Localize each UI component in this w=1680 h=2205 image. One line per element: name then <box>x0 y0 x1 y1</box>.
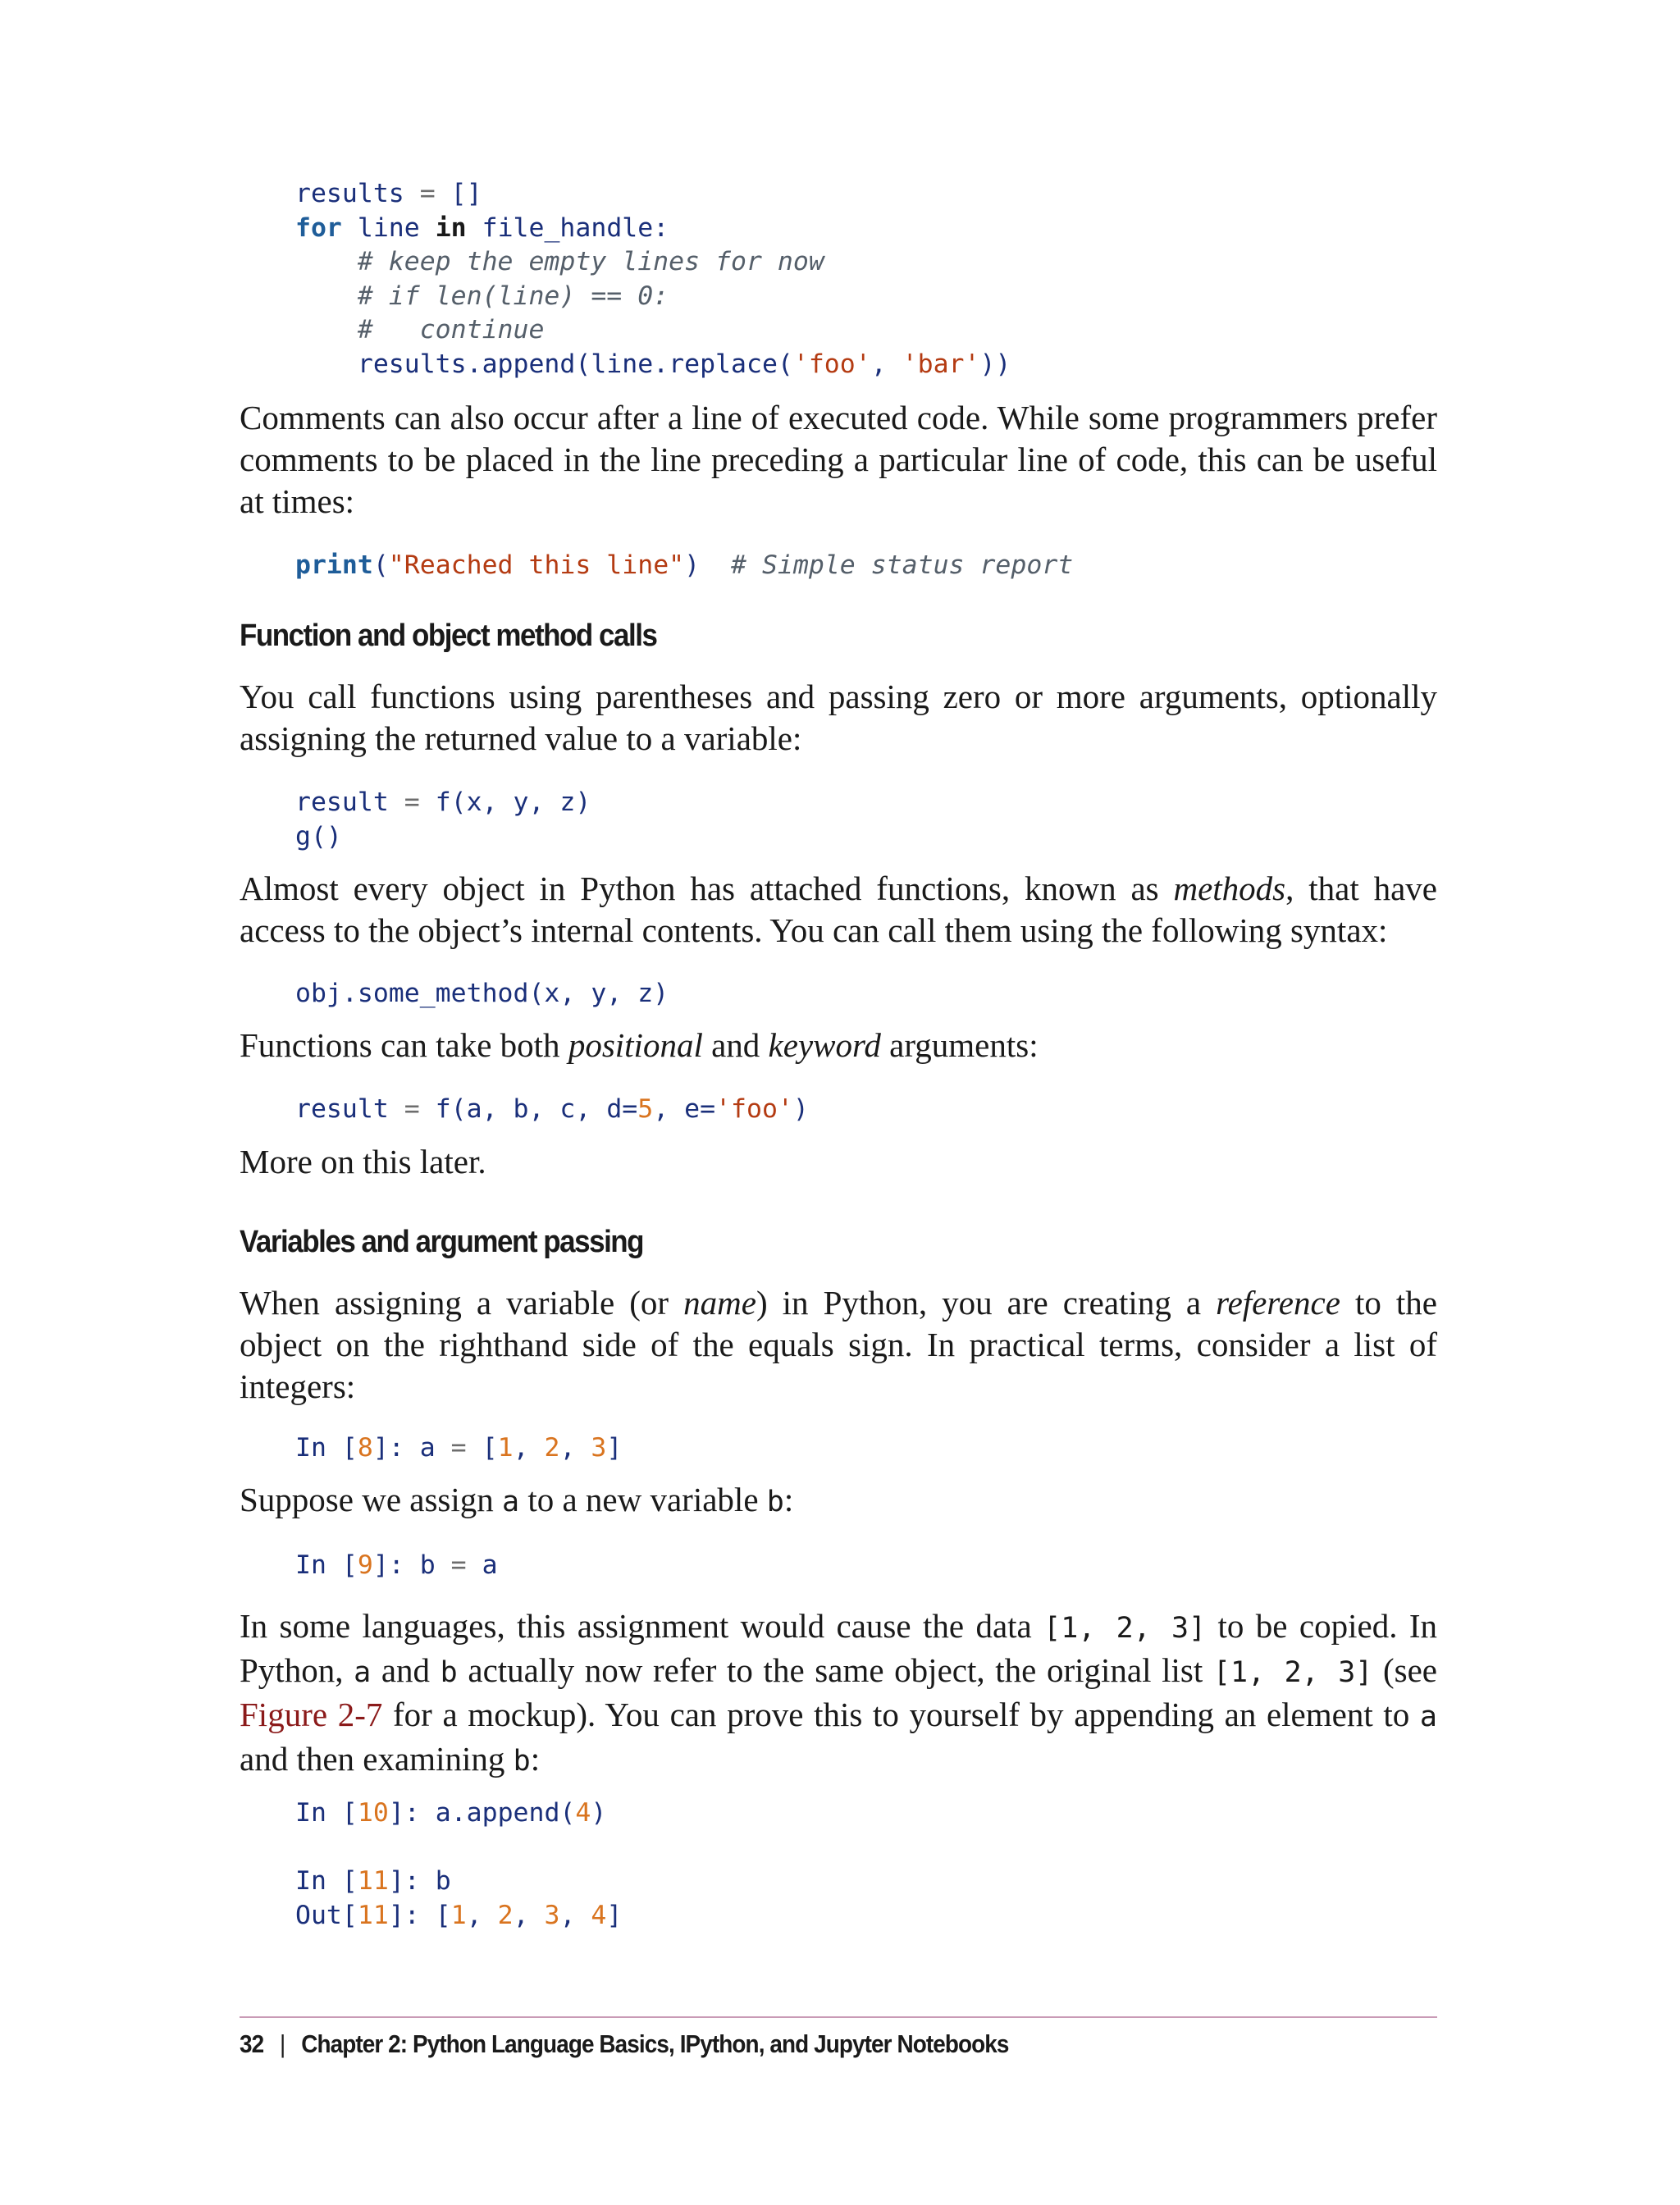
paragraph-same-object <box>240 1605 1437 1783</box>
emphasis-reference: reference <box>1216 1284 1340 1322</box>
code-comment: # if len(line) == 0: <box>357 281 669 311</box>
code-token: ] <box>606 1433 623 1463</box>
prompt-in: In <box>295 1866 326 1896</box>
code-number: 2 <box>544 1433 560 1463</box>
code-string: 'foo' <box>715 1094 793 1124</box>
code-token: [ <box>326 1550 358 1580</box>
code-token: = <box>404 179 451 208</box>
footer-separator: | <box>280 2029 285 2058</box>
emphasis-name: name <box>683 1284 756 1322</box>
code-token: result <box>295 1094 389 1124</box>
paragraph-comments: Comments can also occur after a line of executed code. While some programmers prefer comments to be placed in the line preceding a particular line of code, this can be useful at times: <box>240 399 1437 520</box>
figure-link[interactable]: Figure 2-7 <box>240 1696 383 1733</box>
code-token: a <box>482 1550 498 1580</box>
page-footer <box>240 2029 1009 2059</box>
code-token: f(a, b, c, d= <box>435 1094 638 1124</box>
code-string: 'bar' <box>902 349 980 379</box>
footer-divider <box>240 2016 1437 2018</box>
prompt-in: In <box>295 1798 326 1828</box>
code-token: [ <box>341 1900 358 1930</box>
code-comment: # Simple status report <box>731 550 1074 580</box>
paragraph-function-calls: You call functions using parentheses and passing zero or more arguments, optionally assigning the returned value to a variable: <box>240 678 1437 757</box>
inline-code: [1, 2, 3] <box>1043 1612 1207 1645</box>
code-number: 4 <box>575 1798 591 1828</box>
code-keyword: for <box>295 212 342 243</box>
chapter-title: Chapter 2: Python Language Basics, IPython, and Jupyter Notebooks <box>301 2029 1009 2058</box>
code-token: result <box>295 788 389 817</box>
text-run: : <box>783 1481 794 1518</box>
paragraph-arguments <box>240 1025 1437 1066</box>
paragraph-variables <box>240 1282 1437 1408</box>
text-run: Suppose we assign <box>240 1481 503 1518</box>
code-keyword: in <box>435 212 467 243</box>
inline-code: a <box>502 1486 520 1518</box>
code-comment: # continue <box>357 315 545 345</box>
text-run: In some languages, this assignment would cause the data <box>240 1607 1044 1645</box>
prompt-number: 11 <box>357 1900 389 1930</box>
code-token: ) <box>792 1094 809 1124</box>
code-token: [ <box>435 1900 451 1930</box>
code-token: results <box>295 179 404 208</box>
text-run: to the object on the righthand side of the equals sign. In practical terms, consider a list of integers: <box>240 1284 1438 1405</box>
code-token: , <box>466 1900 498 1930</box>
code-keyword: print <box>295 550 373 580</box>
code-block-call <box>295 786 591 854</box>
paragraph-assign-b <box>240 1479 1437 1523</box>
inline-code: [1, 2, 3] <box>1212 1656 1373 1689</box>
section-heading-variables: Variables and argument passing <box>240 1225 644 1259</box>
code-block-print <box>295 549 1073 583</box>
emphasis-keyword: keyword <box>768 1026 881 1064</box>
code-comment: # keep the empty lines for now <box>357 247 824 276</box>
text-run: and <box>702 1026 769 1064</box>
code-token: results.append(line.replace( <box>357 349 793 379</box>
text-run: to a new variable <box>519 1481 767 1518</box>
prompt-in: In <box>295 1433 326 1463</box>
code-token: = <box>435 1550 482 1580</box>
code-token: = <box>388 1094 436 1124</box>
inline-code: a <box>354 1656 372 1689</box>
code-token: line <box>341 212 436 243</box>
code-number: 5 <box>637 1094 654 1124</box>
code-number: 2 <box>497 1900 514 1930</box>
code-token: [ <box>326 1798 358 1828</box>
text-run: for a mockup). You can prove this to yourself by appending an element to <box>382 1696 1420 1733</box>
text-run: ) in Python, you are creating a <box>756 1284 1217 1322</box>
code-token: b <box>435 1866 451 1896</box>
text-run: : <box>530 1740 541 1778</box>
text-run: actually now refer to the same object, the original list <box>457 1651 1213 1689</box>
prompt-number: 11 <box>357 1866 389 1896</box>
code-block-method-call <box>295 977 669 1011</box>
text-run: , that have access to the object’s internal contents. You can call them using the following syntax: <box>240 870 1437 949</box>
prompt-number: 8 <box>357 1433 373 1463</box>
prompt-number: 9 <box>357 1550 373 1580</box>
code-token: ]: <box>388 1866 436 1896</box>
code-token: = <box>388 788 436 817</box>
emphasis-methods: methods <box>1173 870 1286 907</box>
inline-code: b <box>766 1486 784 1518</box>
code-token: ]: <box>388 1798 436 1828</box>
code-token: b <box>419 1550 436 1580</box>
prompt-out: Out <box>295 1900 342 1930</box>
paragraph-more-later: More on this later. <box>240 1143 486 1180</box>
paragraph-methods <box>240 868 1437 952</box>
text-run: and <box>371 1651 441 1689</box>
code-block-loop <box>295 177 1011 381</box>
code-token: [ <box>326 1433 358 1463</box>
code-number: 3 <box>544 1900 560 1930</box>
code-token: ]: <box>372 1433 420 1463</box>
code-token: ]: <box>388 1900 436 1930</box>
prompt-in: In <box>295 1550 326 1580</box>
text-run: and then examining <box>240 1740 514 1778</box>
code-token: = <box>435 1433 482 1463</box>
code-block-in9 <box>295 1549 498 1583</box>
code-token: ) <box>684 550 701 580</box>
text-run: When assigning a variable (or <box>240 1284 684 1322</box>
emphasis-positional: positional <box>568 1026 703 1064</box>
code-token: , e= <box>653 1094 716 1124</box>
page-number: 32 <box>240 2029 264 2058</box>
code-token: [ <box>326 1866 358 1896</box>
text-run: (see <box>1372 1651 1437 1689</box>
code-token: [ <box>482 1433 498 1463</box>
code-token: a.append( <box>435 1798 576 1828</box>
code-token: f(x, y, z) <box>435 788 591 817</box>
code-token: , <box>559 1433 591 1463</box>
code-token: file_handle: <box>466 212 669 243</box>
code-token: ]: <box>372 1550 420 1580</box>
code-token: , <box>513 1433 545 1463</box>
code-block-append <box>295 1796 622 1933</box>
text-run: to be copied. In Python, <box>240 1607 1437 1689</box>
code-number: 3 <box>591 1433 607 1463</box>
inline-code: b <box>513 1745 531 1778</box>
code-token: ( <box>372 550 389 580</box>
text-run: Almost every object in Python has attached functions, known as <box>240 870 1174 907</box>
inline-code: a <box>1419 1701 1437 1733</box>
code-token: )) <box>979 349 1011 379</box>
section-heading-function-calls: Function and object method calls <box>240 619 657 653</box>
code-number: 1 <box>450 1900 467 1930</box>
code-token: , <box>513 1900 545 1930</box>
code-token: , <box>870 349 902 379</box>
code-token: , <box>559 1900 591 1930</box>
code-number: 1 <box>497 1433 514 1463</box>
code-token: obj.some_method(x, y, z) <box>295 979 669 1008</box>
code-token: a <box>419 1433 436 1463</box>
text-run: Functions can take both <box>240 1026 568 1064</box>
text-run: arguments: <box>880 1026 1039 1064</box>
code-token: [] <box>450 179 482 208</box>
code-token: ) <box>591 1798 607 1828</box>
code-block-kwargs <box>295 1093 809 1127</box>
inline-code: b <box>440 1656 458 1689</box>
code-token: ] <box>606 1900 623 1930</box>
prompt-number: 10 <box>357 1798 389 1828</box>
code-number: 4 <box>591 1900 607 1930</box>
code-string: 'foo' <box>792 349 871 379</box>
code-block-in8 <box>295 1431 622 1466</box>
code-string: "Reached this line" <box>388 550 685 580</box>
code-token: g() <box>295 821 342 851</box>
